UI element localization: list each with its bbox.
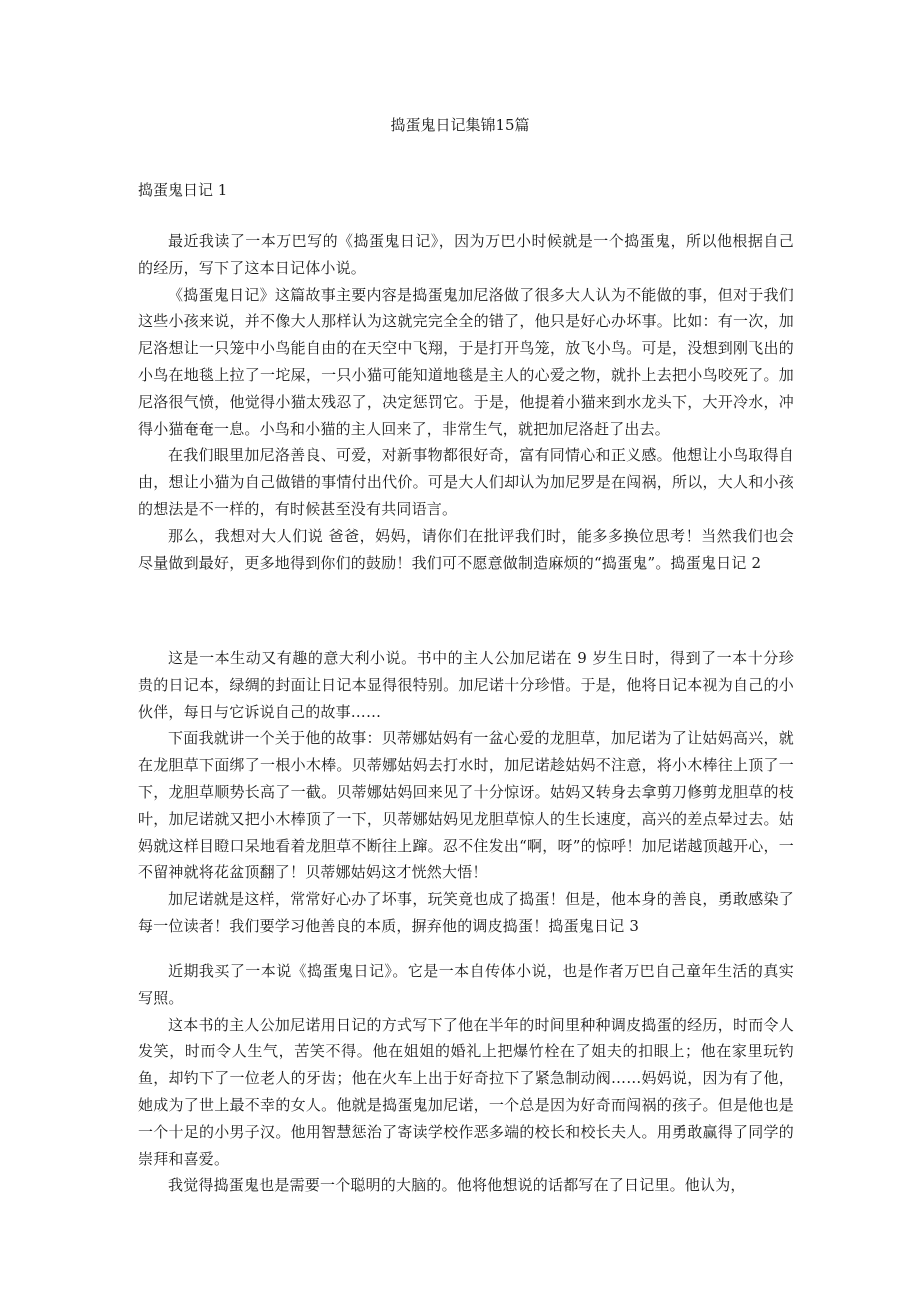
document-title: 捣蛋鬼日记集锦15篇 [390, 116, 530, 134]
paragraph: 近期我买了一本说《捣蛋鬼日记》。它是一本自传体小说，也是作者万巴自己童年生活的真实写照。 [138, 962, 794, 1007]
paragraph: 《捣蛋鬼日记》这篇故事主要内容是捣蛋鬼加尼洛做了很多大人认为不能做的事，但对于我们这些小孩来说，并不像大人那样认为这就完完全全的错了，他只是好心办坏事。比如：有一次，加尼洛想让一只笼中小鸟能自由的在天空中飞翔，于是打开鸟笼，放飞小鸟。可是，没想到刚飞出的小鸟在地毯上拉了一坨屎，一只小猫可能知道地毯是主人的心爱之物，就扑上去把小鸟咬死了。加尼洛很气愤，他觉得小猫太残忍了，决定惩罚它。于是，他提着小猫来到水龙头下，大开冷水，冲得小猫奄奄一息。小鸟和小猫的主人回来了，非常生气，就把加尼洛赶了出去。 [138, 285, 794, 438]
section-heading: 捣蛋鬼日记 1 [138, 181, 228, 199]
paragraph: 在我们眼里加尼洛善良、可爱，对新事物都很好奇，富有同情心和正义感。他想让小鸟取得自由，想让小猫为自己做错的事情付出代价。可是大人们却认为加尼罗是在闯祸，所以，大人和小孩的想法是不一样的，有时候甚至没有共同语言。 [138, 446, 794, 518]
paragraph: 加尼诺就是这样，常常好心办了坏事，玩笑竟也成了捣蛋！但是，他本身的善良，勇敢感染了每一位读者！我们要学习他善良的本质，摒弃他的调皮捣蛋！捣蛋鬼日记 3 [138, 890, 794, 935]
section-2-body [138, 645, 794, 940]
paragraph: 这是一本生动又有趣的意大利小说。书中的主人公加尼诺在 9 岁生日时，得到了一本十分珍贵的日记本，绿绸的封面让日记本显得很特别。加尼诺十分珍惜。于是，他将日记本视为自己的小伙伴，每日与它诉说自己的故事…… [138, 649, 794, 721]
section-3-body [138, 958, 794, 1199]
paragraph: 那么，我想对大人们说 爸爸，妈妈，请你们在批评我们时，能多多换位思考！当然我们也会尽量做到最好，更多地得到你们的鼓励！我们可不愿意做制造麻烦的“捣蛋鬼”。捣蛋鬼日记 2 [138, 526, 794, 572]
paragraph: 最近我读了一本万巴写的《捣蛋鬼日记》，因为万巴小时候就是一个捣蛋鬼，所以他根据自己的经历，写下了这本日记体小说。 [138, 232, 794, 277]
paragraph: 下面我就讲一个关于他的故事：贝蒂娜姑妈有一盆心爱的龙胆草，加尼诺为了让姑妈高兴，就在龙胆草下面绑了一根小木棒。贝蒂娜姑妈去打水时，加尼诺趁姑妈不注意，将小木棒往上顶了一下，龙胆草顺势长高了一截。贝蒂娜姑妈回来见了十分惊讶。姑妈又转身去拿剪刀修剪龙胆草的枝叶，加尼诺就又把小木棒顶了一下，贝蒂娜姑妈见龙胆草惊人的生长速度，高兴的差点晕过去。姑妈就这样目瞪口呆地看着龙胆草不断往上蹿。忍不住发出“啊，呀”的惊呼！加尼诺越顶越开心，一不留神就将花盆顶翻了！贝蒂娜姑妈这才恍然大悟！ [138, 729, 794, 882]
section-1-body [138, 228, 794, 576]
paragraph: 这本书的主人公加尼诺用日记的方式写下了他在半年的时间里种种调皮捣蛋的经历，时而令人发笑，时而令人生气，苦笑不得。他在姐姐的婚礼上把爆竹栓在了姐夫的扣眼上；他在家里玩钓鱼，却钓下了一位老人的牙齿；他在火车上出于好奇拉下了紧急制动阀……妈妈说，因为有了他，她成为了世上最不幸的女人。他就是捣蛋鬼加尼诺，一个总是因为好奇而闯祸的孩子。但是他也是一个十足的小男子汉。他用智慧惩治了寄读学校作恶多端的校长和校长夫人。用勇敢赢得了同学的崇拜和喜爱。 [138, 1015, 794, 1168]
paragraph: 我觉得捣蛋鬼也是需要一个聪明的大脑的。他将他想说的话都写在了日记里。他认为， [168, 1176, 746, 1195]
